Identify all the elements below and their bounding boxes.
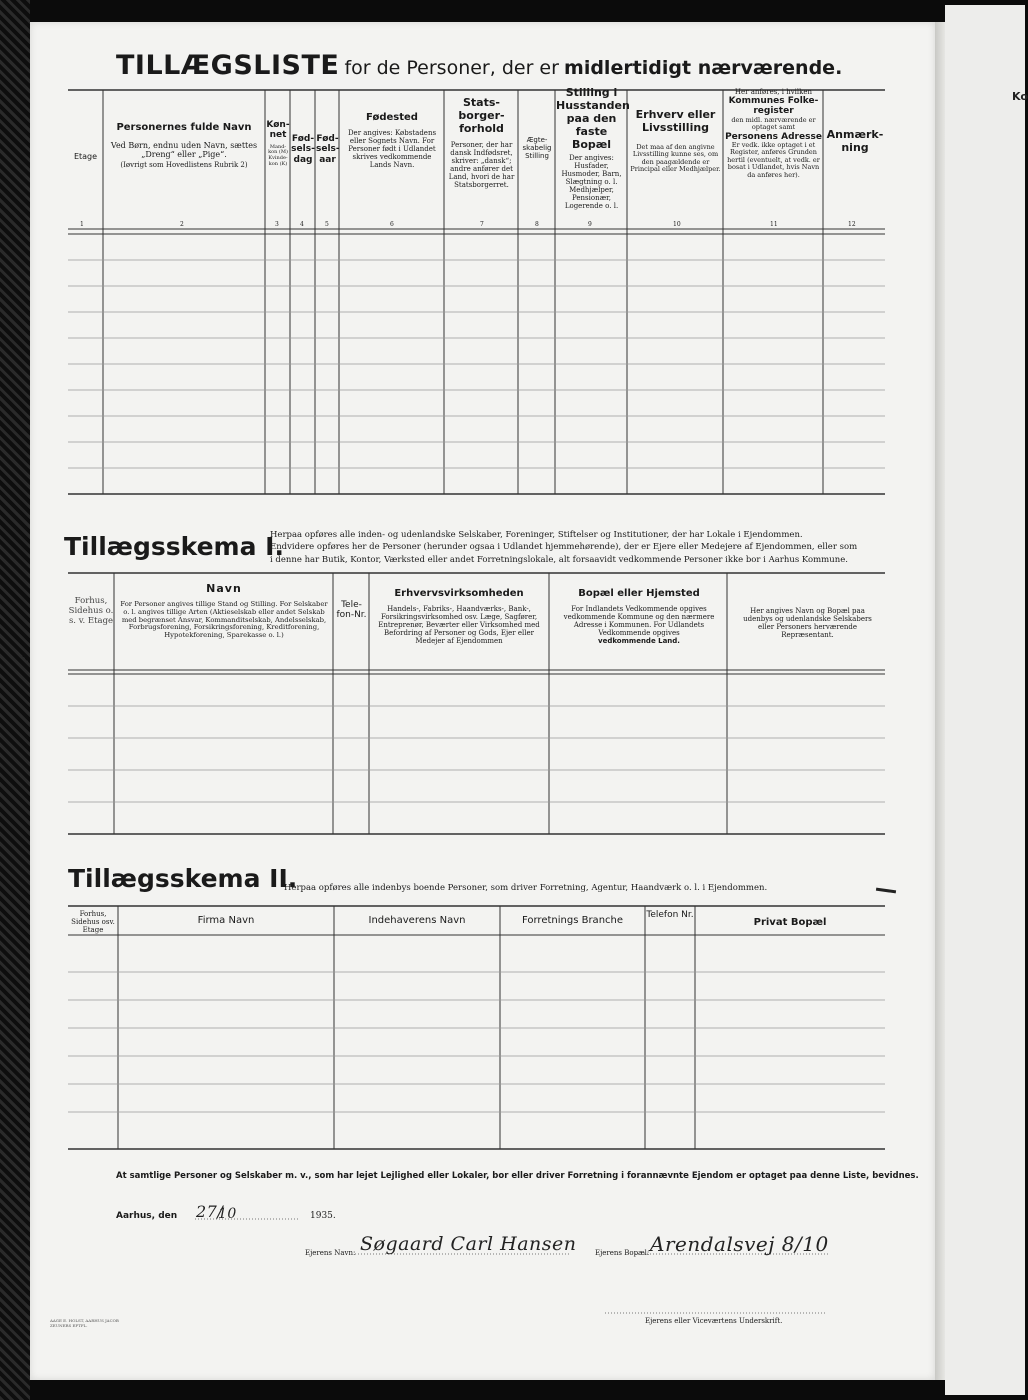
s2-col-telefon: Telefon Nr. <box>646 910 694 920</box>
col-stilling-title: Stilling i Husstanden paa den faste Bopæl <box>556 86 630 151</box>
s2-col-branche: Forretnings Branche <box>521 915 624 926</box>
col-kommune <box>725 88 822 179</box>
s1-col-bopael <box>552 588 726 645</box>
owner-address-label: Ejerens Bopæl: <box>595 1249 650 1257</box>
page-edge <box>935 22 945 1380</box>
col-number: 9 <box>588 221 592 228</box>
title-main: TILLÆGSLISTE <box>116 50 340 81</box>
col-number: 8 <box>535 221 539 228</box>
col-navn-title: Personernes fulde Navn <box>116 122 252 133</box>
col-erhverv-title: Erhverv eller Livsstilling <box>635 108 716 134</box>
s2-col-indehaver: Indehaverens Navn <box>368 915 466 926</box>
col-number: 1 <box>80 221 84 228</box>
owner-name-signature: Søgaard Carl Hansen <box>360 1233 577 1255</box>
skema1-title: Tillægsskema I. <box>64 532 284 561</box>
col-number: 2 <box>180 221 184 228</box>
s1-col-telefon: Tele-fon-Nr. <box>336 600 367 621</box>
skema1-text-1: Herpaa opføres alle inden- og udenlandske Selskaber, Foreninger, Stiftelser og Institutioner, der har Lokale i Ejendommen. <box>270 530 803 540</box>
date-handwritten-month: 10 <box>218 1206 237 1222</box>
page-title <box>116 50 842 81</box>
col-navn <box>106 122 262 169</box>
s2-col-firma: Firma Navn <box>197 915 255 926</box>
col-kommune-top: Her anføres, i hvilken <box>734 88 813 96</box>
s1-col-erhverv-sub: Handels-, Fabriks-, Haandværks-, Bank-, Forsikringsvirksomhed osv. Læge, Sagfører, Entreprenør, Beværter eller Virksomhed med Befordring af Personer og Gods, Ejer eller Medejer af Ejendommen <box>378 605 540 646</box>
book-binding <box>0 0 30 1400</box>
col-erhverv-sub: Det maa af den angivne Livsstilling kunne ses, om den paagældende er Principal eller Medhjælper. <box>630 143 721 174</box>
s1-col-navn-title: Navn <box>206 582 242 595</box>
col-stats-title: Stats-borger-forhold <box>458 96 505 135</box>
col-konnet-title: Køn-net <box>266 120 290 141</box>
s1-col-repr: Her angives Navn og Bopæl paa udenbys og udenlandske Selskabers eller Personers herværende Repræsentant. <box>743 607 872 640</box>
title-rest: for de Personer, der er <box>344 57 559 79</box>
col-erhverv <box>629 108 722 174</box>
skema2-text: Herpaa opføres alle indenbys boende Personer, som driver Forretning, Agentur, Haandværk o. l. i Ejendommen. <box>284 883 768 893</box>
col-fodselsdag: Fød-sels-dag <box>291 134 315 165</box>
col-number: 7 <box>480 221 484 228</box>
col-number: 3 <box>275 221 279 228</box>
col-navn-sub: Ved Børn, endnu uden Navn, sættes „Dreng“ eller „Pige“. <box>110 141 258 160</box>
col-kommune-title: Kommunes Folke-register <box>728 96 819 117</box>
place-date-label: Aarhus, den <box>116 1211 178 1221</box>
col-konnet-sub: Mand-kon (M) Kvinde-kon (K) <box>268 143 288 167</box>
col-fodested <box>342 112 442 169</box>
col-number: 12 <box>848 221 856 228</box>
owner-name-label: Ejerens Navn: <box>305 1249 356 1257</box>
s1-col-bopael-title: Bopæl eller Hjemsted <box>578 588 700 599</box>
col-etage: Etage <box>73 152 98 161</box>
date-handwritten: 27/ <box>196 1202 224 1221</box>
s2-col-forhus: Forhus, Sidehus osv. Etage <box>71 910 115 935</box>
s1-col-erhverv <box>371 588 547 645</box>
col-number: 5 <box>325 221 329 228</box>
col-stilling-sub: Der angives: Husfader, Husmoder, Barn, Slægtning o. l. Medhjælper, Pensionær, Logerende o. l. <box>561 154 622 211</box>
skema2-title: Tillægsskema II. <box>68 864 298 893</box>
owner-address-signature: Arendalsvej 8/10 <box>650 1232 829 1256</box>
form-page <box>30 22 935 1380</box>
col-kommune-mid: den midl. nærværende er optaget samt <box>731 115 816 132</box>
col-navn-note: (Iøvrigt som Hovedlistens Rubrik 2) <box>120 161 248 170</box>
col-stats <box>446 96 517 189</box>
col-stats-sub: Personer, der har dansk Indfødsret, skriver: „dansk“; andre anfører det Land, hvori de har Statsborgerret. <box>448 141 515 190</box>
next-page-tab: Ko <box>1012 90 1028 103</box>
col-anmaerkning: Anmærk-ning <box>826 128 884 154</box>
s1-col-navn-sub: For Personer angives tillige Stand og Stilling. For Selskaber o. l. angives tillige Arten (Aktieselskab eller andet Selskab med begrænset Ansvar, Kommanditselskab, Andelsselskab, Forbrugsforening, Forsikringsforening, Kreditforening, Hypotekforening, Sparekasse o. l.) <box>120 600 328 640</box>
skema1-description <box>270 529 890 566</box>
skema1-text-3: i denne har Butik, Kontor, Værksted eller andet Forretningslokale, alt forsaavidt vedkommende Personer ikke bor i Aarhus Kommune. <box>270 554 848 565</box>
col-number: 10 <box>673 221 681 228</box>
skema1-text-2: Endvidere opføres her de Personer (herunder ogsaa i Udlandet hjemmehørende), der er Ejere eller Medejere af Ejendommen, eller som <box>270 542 858 553</box>
year: 1935. <box>310 1211 336 1221</box>
printer-imprint: AAGE E. HOLST, AARHUS JACOB ZEUNERS EFTFL. <box>50 1318 119 1329</box>
s1-col-erhverv-title: Erhvervsvirksomheden <box>394 588 524 599</box>
next-page-strip <box>945 5 1025 1395</box>
col-number: 11 <box>770 221 778 228</box>
col-kommune-sub: Er vedk. ikke optaget i et Register, anføres Grunden hertil (eventuelt, at vedk. er bosat i Udlandet, hvis Navn da anføres her). <box>727 141 820 179</box>
col-konnet <box>266 120 290 168</box>
col-aegte: Ægte-skabelig Stilling <box>522 136 552 161</box>
col-number: 6 <box>390 221 394 228</box>
col-stilling <box>556 84 630 211</box>
s2-col-bopael: Privat Bopæl <box>753 917 827 928</box>
title-emph: midlertidigt nærværende. <box>564 57 843 79</box>
col-fodested-title: Fødested <box>366 112 418 123</box>
signature-label: Ejerens eller Viceværtens Underskrift. <box>645 1317 783 1325</box>
col-fodested-sub: Der angives: Købstadens eller Sognets Navn. For Personer født i Udlandet skrives vedkommende Lands Navn. <box>347 129 437 170</box>
declaration: At samtlige Personer og Selskaber m. v., som har lejet Lejlighed eller Lokaler, bor eller driver Forretning i forannævnte Ejendom er optaget paa denne Liste, bevidnes. <box>116 1171 919 1181</box>
s1-col-navn <box>117 582 331 640</box>
s1-col-bopael-sub: For Indlandets Vedkommende opgives vedkommende Kommune og den nærmere Adresse i Kommunen. For Udlandets Vedkommende opgives <box>563 605 715 638</box>
col-fodselsaar: Fød-sels-aar <box>316 134 340 165</box>
s1-col-forhus: Forhus, Sidehus o. s. v. Etage <box>68 596 114 626</box>
col-kommune-title2: Personens Adresse <box>725 131 822 142</box>
col-number: 4 <box>300 221 304 228</box>
s1-col-bopael-sub2: vedkommende Land. <box>598 637 680 646</box>
